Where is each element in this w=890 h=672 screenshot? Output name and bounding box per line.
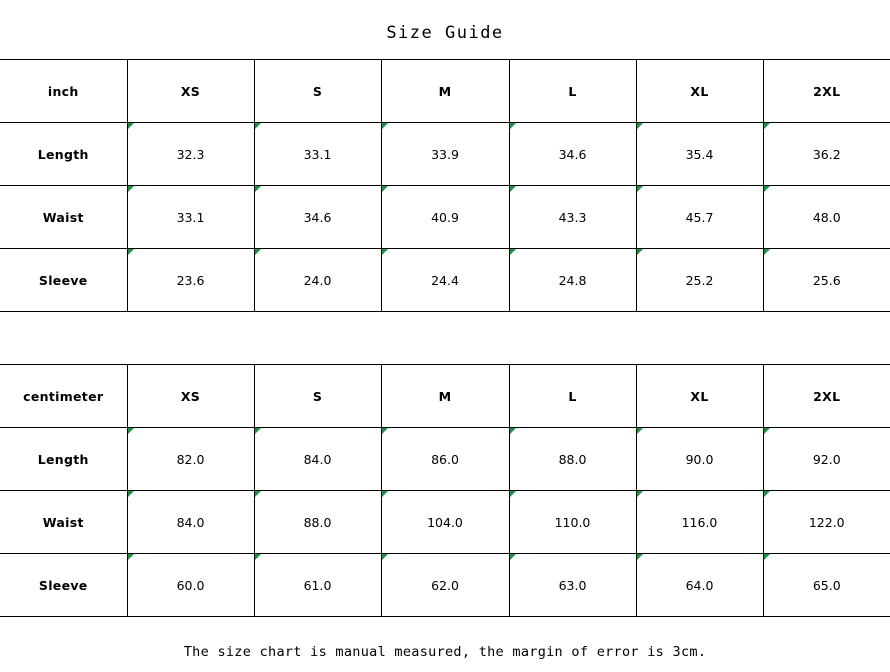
cell-cm-length-xs: 82.0 [127,428,254,491]
size-header-m: M [381,365,509,428]
cell-inch-sleeve-m: 24.4 [381,249,509,312]
row-label-waist: Waist [0,186,127,249]
cell-cm-length-m: 86.0 [381,428,509,491]
row-label-waist: Waist [0,491,127,554]
size-header-xs: XS [127,365,254,428]
cell-inch-length-xl: 35.4 [636,123,763,186]
size-table-centimeter [0,364,890,617]
cell-inch-length-m: 33.9 [381,123,509,186]
cell-inch-length-2xl: 36.2 [763,123,890,186]
table-row [0,491,890,554]
cell-inch-length-l: 34.6 [509,123,636,186]
cell-inch-sleeve-2xl: 25.6 [763,249,890,312]
cell-cm-sleeve-2xl: 65.0 [763,554,890,617]
size-header-xl: XL [636,365,763,428]
size-header-s: S [254,365,381,428]
row-label-sleeve: Sleeve [0,249,127,312]
cell-inch-length-s: 33.1 [254,123,381,186]
cell-inch-waist-s: 34.6 [254,186,381,249]
cell-inch-waist-m: 40.9 [381,186,509,249]
size-header-2xl: 2XL [763,60,890,123]
size-table-inch [0,59,890,312]
size-header-s: S [254,60,381,123]
cell-inch-sleeve-s: 24.0 [254,249,381,312]
table-header-row [0,60,890,123]
table-row [0,554,890,617]
cell-cm-waist-xs: 84.0 [127,491,254,554]
cell-inch-waist-xl: 45.7 [636,186,763,249]
table-row [0,249,890,312]
cell-cm-waist-l: 110.0 [509,491,636,554]
cell-inch-waist-l: 43.3 [509,186,636,249]
cell-cm-sleeve-s: 61.0 [254,554,381,617]
cell-cm-sleeve-xl: 64.0 [636,554,763,617]
row-label-length: Length [0,123,127,186]
size-header-l: L [509,60,636,123]
size-header-xs: XS [127,60,254,123]
cell-cm-length-l: 88.0 [509,428,636,491]
size-header-m: M [381,60,509,123]
cell-cm-sleeve-l: 63.0 [509,554,636,617]
size-header-xl: XL [636,60,763,123]
table-separator [0,312,890,364]
cell-inch-sleeve-xs: 23.6 [127,249,254,312]
cell-inch-waist-2xl: 48.0 [763,186,890,249]
unit-label-inch: inch [0,60,127,123]
row-label-length: Length [0,428,127,491]
cell-cm-waist-m: 104.0 [381,491,509,554]
table-row [0,186,890,249]
cell-inch-sleeve-xl: 25.2 [636,249,763,312]
cell-cm-waist-2xl: 122.0 [763,491,890,554]
cell-inch-length-xs: 32.3 [127,123,254,186]
cell-cm-length-2xl: 92.0 [763,428,890,491]
cell-cm-length-s: 84.0 [254,428,381,491]
page-title: Size Guide [386,23,504,43]
measurement-disclaimer: The size chart is manual measured, the margin of error is 3cm. [183,644,707,660]
cell-cm-length-xl: 90.0 [636,428,763,491]
cell-cm-sleeve-xs: 60.0 [127,554,254,617]
cell-cm-waist-xl: 116.0 [636,491,763,554]
table-header-row [0,365,890,428]
table-row [0,123,890,186]
cell-inch-waist-xs: 33.1 [127,186,254,249]
cell-cm-waist-s: 88.0 [254,491,381,554]
size-header-l: L [509,365,636,428]
row-label-sleeve: Sleeve [0,554,127,617]
size-header-2xl: 2XL [763,365,890,428]
unit-label-centimeter: centimeter [0,365,127,428]
cell-inch-sleeve-l: 24.8 [509,249,636,312]
table-row [0,428,890,491]
cell-cm-sleeve-m: 62.0 [381,554,509,617]
